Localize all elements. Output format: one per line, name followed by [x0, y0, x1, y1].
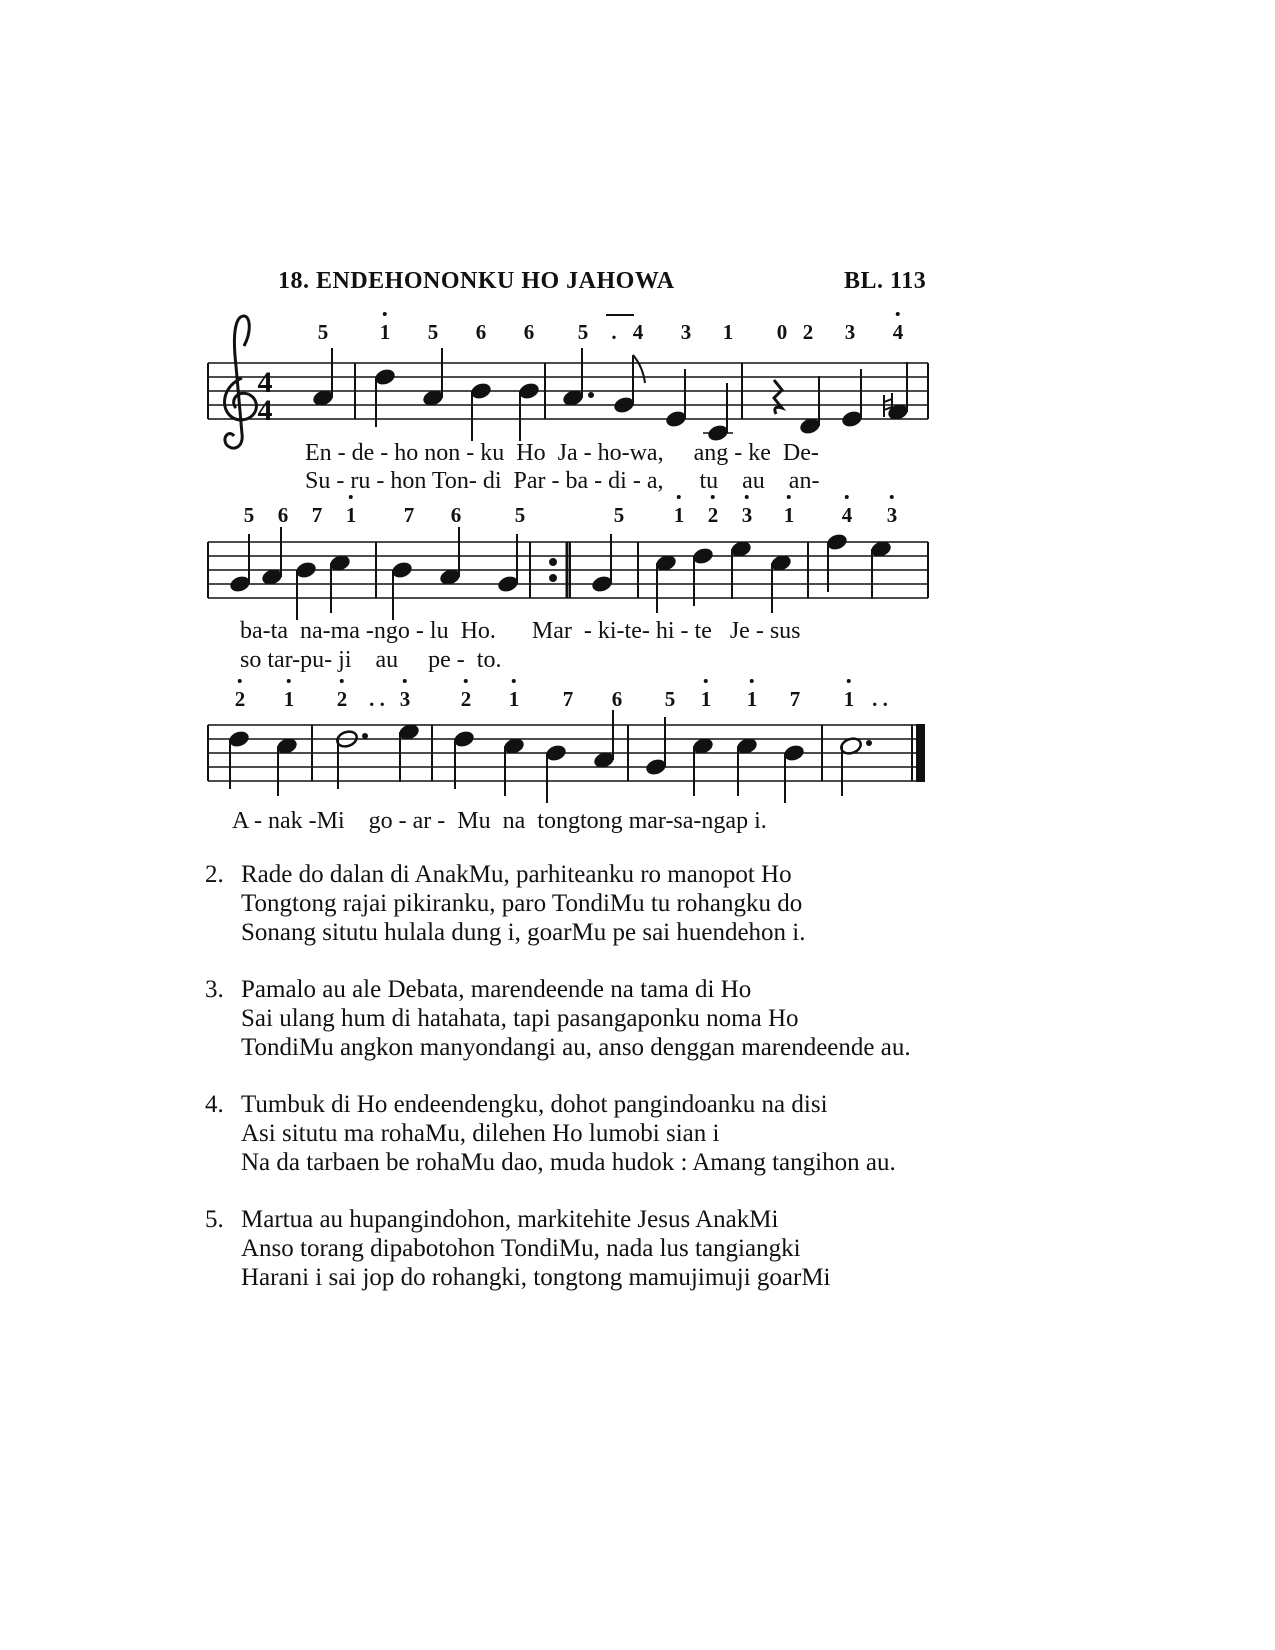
- cipher-number: 5: [577, 320, 589, 344]
- cipher-number: 2: [708, 503, 719, 528]
- note: [502, 736, 526, 796]
- note: [373, 367, 397, 427]
- lyrics-row1-line1: En - de - ho non - ku Ho Ja - ho-wa, ang - ke De-: [305, 440, 819, 466]
- lyrics-row1-line2: Su - ru - hon Ton- di Par - ba - di - a, tu au an-: [305, 468, 820, 494]
- note: [703, 383, 733, 443]
- note: [735, 736, 759, 796]
- cipher-number: 7: [311, 503, 323, 527]
- verse-line: Asi situtu ma rohaMu, dilehen Ho lumobi sian i: [241, 1120, 720, 1147]
- verse-line: Tumbuk di Ho endeendengku, dohot pangindoanku na disi: [241, 1091, 828, 1118]
- note: [590, 534, 614, 594]
- cipher-number: 7: [789, 687, 801, 711]
- treble-clef-icon: [225, 316, 257, 448]
- note: [227, 729, 251, 789]
- note: [294, 560, 318, 620]
- time-signature: [258, 366, 273, 427]
- note: [612, 355, 645, 415]
- cipher-number: 5: [427, 320, 439, 344]
- note: [496, 534, 520, 594]
- cipher-number: 1: [284, 687, 295, 712]
- note: [664, 369, 688, 429]
- verse-line: Pamalo au ale Debata, marendeende na tama di Ho: [241, 976, 752, 1003]
- note: [452, 729, 476, 789]
- note: [328, 553, 352, 613]
- verse-line: Harani i sai jop do rohangki, tongtong mamujimuji goarMi: [241, 1264, 831, 1291]
- note: [840, 369, 864, 429]
- cipher-number: 3: [887, 503, 898, 528]
- cipher-number: 3: [680, 320, 692, 344]
- cipher-number: 1: [747, 687, 758, 712]
- cipher-number: 6: [611, 687, 623, 711]
- cipher-number: 1: [722, 320, 734, 344]
- cipher-number: 6: [475, 320, 487, 344]
- verse-line: Na da tarbaen be rohaMu dao, muda hudok : Amang tangihon au.: [241, 1149, 896, 1176]
- note: [260, 527, 284, 587]
- note: [469, 381, 493, 441]
- note: [869, 539, 893, 599]
- cipher-number: 6: [277, 503, 289, 527]
- cipher-number: 1: [509, 687, 520, 712]
- verse-5: [205, 1205, 911, 1292]
- note: [825, 532, 849, 592]
- lyrics-row2-line2: so tar-pu- ji au pe - to.: [240, 647, 502, 673]
- quarter-rest-icon: [774, 380, 782, 414]
- verse-line: Tongtong rajai pikiranku, paro TondiMu tu rohangku do: [241, 890, 803, 917]
- cipher-number: 5: [243, 503, 255, 527]
- cipher-number: 6: [450, 503, 462, 527]
- cipher-number: 1: [784, 503, 795, 528]
- cipher-number: . .: [872, 687, 888, 711]
- note: [654, 553, 678, 613]
- note: [886, 362, 910, 422]
- note: [769, 553, 793, 613]
- cipher-number: 7: [562, 687, 574, 711]
- note: [782, 743, 806, 803]
- cipher-number: 4: [893, 320, 904, 345]
- verse-line: TondiMu angkon manyondangi au, anso denggan marendeende au.: [241, 1034, 911, 1061]
- book-reference: BL. 113: [844, 268, 927, 294]
- verse-line: Sai ulang hum di hatahata, tapi pasangaponku noma Ho: [241, 1005, 799, 1032]
- cipher-number: 1: [701, 687, 712, 712]
- cipher-number: 7: [403, 503, 415, 527]
- cipher-number: 3: [400, 687, 411, 712]
- note: [275, 736, 299, 796]
- note: [397, 722, 421, 782]
- cipher-number: 2: [337, 687, 348, 712]
- verse-number: 4.: [205, 1091, 224, 1118]
- verse-line: Martua au hupangindohon, markitehite Jesus AnakMi: [241, 1206, 779, 1233]
- lyrics-row2-line1: ba-ta na-ma -ngo - lu Ho. Mar - ki-te- hi - te Je - sus: [240, 618, 801, 644]
- verse-number: 3.: [205, 976, 224, 1003]
- verse-3: [205, 975, 911, 1062]
- note: [517, 381, 541, 441]
- cipher-number: 1: [380, 320, 391, 345]
- cipher-number: 3: [844, 320, 856, 344]
- note: [421, 348, 445, 408]
- cipher-number: 1: [674, 503, 685, 528]
- verse-line: Anso torang dipabotohon TondiMu, nada lus tangiangki: [241, 1235, 801, 1262]
- song-title-text: 18. ENDEHONONKU HO JAHOWA: [278, 268, 675, 294]
- note: [561, 348, 594, 408]
- note: [691, 736, 715, 796]
- cipher-number: 5: [613, 503, 625, 527]
- verse-number: 5.: [205, 1206, 224, 1233]
- cipher-number: 2: [235, 687, 246, 712]
- cipher-number: 2: [802, 320, 814, 344]
- cipher-number: . .: [369, 687, 385, 711]
- lyrics-row3-line1: A - nak -Mi go - ar - Mu na tongtong mar-sa-ngap i.: [232, 808, 767, 834]
- note: [228, 534, 252, 594]
- note: [311, 348, 335, 408]
- verses: [205, 860, 911, 1320]
- note: [729, 539, 753, 599]
- cipher-number: 4: [632, 320, 644, 344]
- verse-2: [205, 860, 911, 947]
- svg-text:4: 4: [257, 394, 273, 427]
- note: [839, 736, 872, 796]
- cipher-number: 1: [346, 503, 357, 528]
- verse-line: Sonang situtu hulala dung i, goarMu pe sai huendehon i.: [241, 919, 806, 946]
- cipher-number: .: [611, 320, 617, 344]
- cipher-number: 2: [461, 687, 472, 712]
- cipher-number: 0: [776, 320, 788, 344]
- cipher-number: 6: [523, 320, 535, 344]
- cipher-number: 3: [742, 503, 753, 528]
- note: [335, 729, 368, 789]
- repeat-dot: [550, 575, 556, 581]
- cipher-number: 5: [514, 503, 526, 527]
- cipher-number: 4: [842, 503, 853, 528]
- final-barline: [917, 725, 924, 781]
- note: [592, 710, 616, 770]
- note: [644, 717, 668, 777]
- repeat-dot: [550, 559, 556, 565]
- note: [691, 546, 715, 606]
- note: [438, 527, 462, 587]
- svg-text:4: 4: [257, 366, 273, 399]
- verse-number: 2.: [205, 861, 224, 888]
- verse-line: Rade do dalan di AnakMu, parhiteanku ro manopot Ho: [241, 861, 792, 888]
- cipher-number: 5: [664, 687, 676, 711]
- note: [544, 743, 568, 803]
- note: [798, 376, 822, 436]
- cipher-number: 5: [317, 320, 329, 344]
- verse-4: [205, 1090, 911, 1177]
- note: [390, 560, 414, 620]
- cipher-number: 1: [844, 687, 855, 712]
